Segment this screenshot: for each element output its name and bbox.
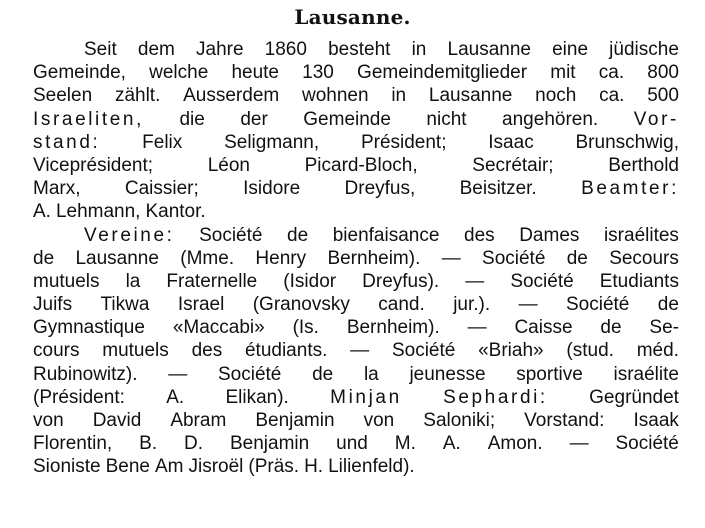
text-line — [33, 316, 679, 339]
word: Isaak — [633, 410, 679, 431]
word: Lehmann, — [55, 201, 141, 223]
word: noch — [535, 85, 577, 107]
word: Gegründet — [589, 386, 679, 408]
word: Bernheim). — [346, 317, 440, 339]
word: (Mme. — [180, 247, 235, 269]
text-line — [33, 84, 679, 107]
word: israélite — [613, 363, 679, 385]
word: Kantor. — [145, 201, 206, 223]
word: Vereine: — [84, 224, 175, 246]
text-line — [33, 224, 679, 247]
text-line — [33, 432, 679, 455]
word: (Président: — [33, 386, 125, 408]
word: jüdische — [609, 39, 679, 60]
word: Am — [154, 456, 184, 478]
word: des — [191, 340, 223, 362]
word: eine — [552, 39, 589, 60]
word: welche — [149, 62, 209, 84]
word: Florentin, — [33, 433, 113, 455]
word: étudiants. — [244, 340, 328, 362]
word: ca. — [599, 85, 625, 107]
word: Fraternelle — [166, 270, 258, 292]
word: Abram — [170, 410, 227, 431]
text-line — [33, 386, 679, 409]
word: Marx, — [33, 178, 81, 200]
word: die — [179, 108, 205, 130]
word: Brunschwig, — [575, 131, 679, 153]
word: Société — [391, 340, 456, 362]
word: Isidore — [243, 178, 301, 200]
word: sportive — [516, 363, 583, 385]
word: 500 — [647, 85, 679, 107]
word: Lausanne — [75, 247, 159, 269]
word: Isaac — [488, 131, 534, 153]
text-line — [33, 270, 679, 293]
word: 800 — [647, 62, 679, 84]
word: 130 — [302, 62, 334, 84]
word: — — [441, 247, 461, 269]
word: Gemeinde, — [33, 62, 126, 84]
word: de — [33, 247, 55, 269]
word: nicht — [426, 108, 467, 130]
word: heute — [231, 62, 279, 84]
word: Berthold — [608, 154, 679, 176]
text-line — [33, 200, 679, 223]
text-line — [33, 108, 679, 131]
word: Seelen — [33, 85, 93, 107]
word: und — [336, 433, 368, 455]
word: angehören. — [502, 108, 599, 130]
word: Se- — [649, 317, 679, 339]
word: Tikwa — [100, 294, 150, 316]
word: Sioniste — [33, 456, 101, 478]
word: M. — [394, 433, 416, 455]
word: (Granovsky — [252, 294, 350, 316]
word: der — [240, 108, 268, 130]
word: de — [566, 247, 588, 269]
word: Gemeinde — [303, 108, 391, 130]
word: Président; — [360, 131, 447, 153]
word: H. — [304, 456, 324, 478]
word: ca. — [598, 62, 625, 84]
word: Juifs — [33, 294, 73, 316]
word: A. — [33, 201, 51, 223]
word: Benjamin — [255, 410, 335, 431]
word: B. — [139, 433, 158, 455]
word: zählt. — [114, 85, 161, 107]
word: Jisroël — [188, 456, 244, 478]
word: (Is. — [292, 317, 319, 339]
page-title: Lausanne. — [294, 5, 411, 29]
word: in — [411, 39, 427, 60]
word: besteht — [328, 39, 391, 60]
word: Sephardi: — [443, 386, 548, 408]
text-line — [33, 154, 679, 177]
word: Jahre — [196, 39, 244, 60]
text-line — [33, 247, 679, 270]
word: wohnen — [302, 85, 369, 107]
word: Société — [482, 247, 546, 269]
word: cours — [33, 340, 80, 362]
word: Dames — [519, 224, 580, 246]
word: mutuels — [33, 270, 100, 292]
text-line — [33, 363, 679, 386]
word: jeunesse — [409, 363, 486, 385]
text-line — [33, 131, 679, 154]
word: Vor- — [633, 108, 679, 130]
word: Amon. — [487, 433, 543, 455]
word: Seit — [84, 39, 117, 60]
word: Lilienfeld). — [328, 456, 415, 478]
word: — — [465, 270, 485, 292]
word: Société — [217, 363, 282, 385]
body-text — [33, 38, 679, 479]
word: mutuels — [102, 340, 169, 362]
word: la — [363, 363, 379, 385]
word: «Maccabi» — [172, 317, 265, 339]
word: Seligmann, — [224, 131, 320, 153]
word: cand. — [378, 294, 425, 316]
word: Dreyfus). — [362, 270, 440, 292]
word: A. — [166, 386, 185, 408]
word: Gymnastique — [33, 317, 145, 339]
word: Société — [615, 433, 679, 455]
word: (stud. — [566, 340, 614, 362]
word: de — [657, 294, 679, 316]
word: Société — [199, 224, 263, 246]
word: de — [287, 224, 309, 246]
word: Beisitzer. — [459, 178, 537, 200]
word: israélites — [603, 224, 679, 246]
word: von — [363, 410, 395, 431]
word: (Isidor — [283, 270, 337, 292]
word: Vorstand: — [524, 410, 605, 431]
word: Henry — [255, 247, 307, 269]
word: Viceprésident; — [33, 154, 154, 176]
word: Gemeindemitglieder — [357, 62, 528, 84]
word: Etudiants — [599, 270, 679, 292]
word: Israeliten, — [33, 108, 144, 130]
word: Rubinowitz). — [33, 363, 138, 385]
word: Saloniki; — [423, 410, 496, 431]
word: in — [391, 85, 407, 107]
word: Société — [566, 294, 630, 316]
word: de — [600, 317, 622, 339]
word: «Briah» — [478, 340, 544, 362]
word: Caisse — [514, 317, 573, 339]
word: 1860 — [264, 39, 307, 60]
word: — — [569, 433, 589, 455]
word: Israel — [177, 294, 225, 316]
word: (Präs. — [248, 456, 300, 478]
word: stand: — [33, 131, 101, 153]
word: Caissier; — [124, 178, 199, 200]
word: — — [518, 294, 538, 316]
text-line — [33, 339, 679, 362]
word: mit — [550, 62, 576, 84]
word: Dreyfus, — [344, 178, 416, 200]
word: — — [350, 340, 370, 362]
text-line — [33, 293, 679, 316]
word: Bernheim). — [327, 247, 421, 269]
word: Beamter: — [581, 178, 679, 200]
word: Bene — [105, 456, 150, 478]
word: Lausanne — [428, 85, 513, 107]
word: Ausserdem — [183, 85, 280, 107]
word: David — [92, 410, 142, 431]
word: méd. — [636, 340, 679, 362]
word: Lausanne — [447, 39, 531, 60]
word: Société — [510, 270, 574, 292]
word: la — [125, 270, 141, 292]
word: jur.). — [453, 294, 491, 316]
text-line — [33, 409, 679, 432]
word: A. — [442, 433, 461, 455]
word: Benjamin — [229, 433, 310, 455]
word: D. — [184, 433, 204, 455]
word: von — [33, 410, 64, 431]
word: Secrétair; — [472, 154, 554, 176]
word: dem — [137, 39, 175, 60]
word: Elikan). — [225, 386, 289, 408]
word: — — [168, 363, 188, 385]
word: Secours — [609, 247, 679, 269]
word: bienfaisance — [332, 224, 440, 246]
word: Picard-Bloch, — [304, 154, 418, 176]
word: Léon — [207, 154, 250, 176]
text-line — [33, 38, 679, 61]
text-line — [33, 61, 679, 84]
word: Minjan — [330, 386, 402, 408]
text-line — [33, 177, 679, 200]
word: — — [467, 317, 487, 339]
word: de — [312, 363, 334, 385]
text-line — [33, 455, 679, 478]
word: Felix — [142, 131, 183, 153]
word: des — [464, 224, 495, 246]
